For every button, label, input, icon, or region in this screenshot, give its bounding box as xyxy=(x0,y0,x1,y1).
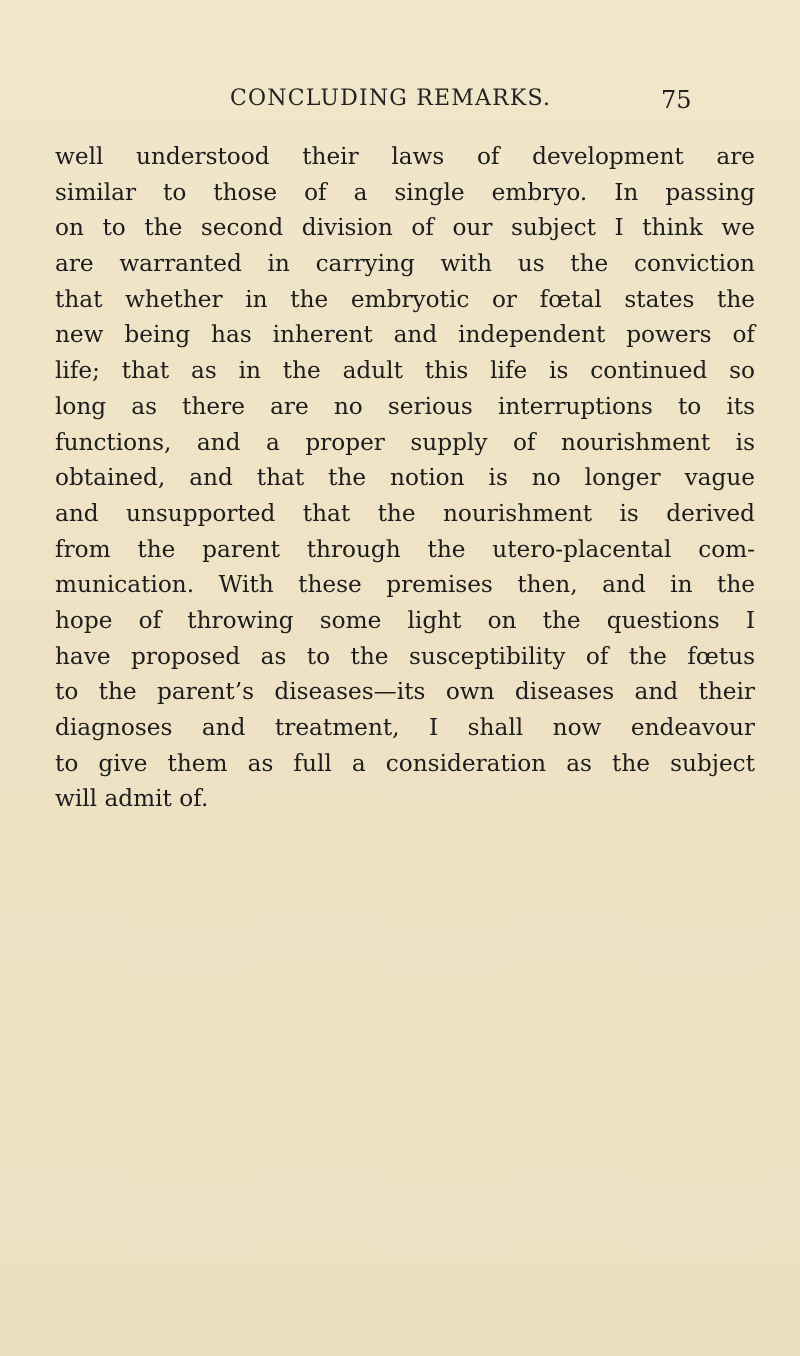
text-line: to the parent’s diseases—its own diseases and their xyxy=(55,678,755,706)
text-line: hope of throwing some light on the questions I xyxy=(55,606,755,634)
text-line: on to the second division of our subject I think we xyxy=(55,214,755,242)
text-line: well understood their laws of development are xyxy=(55,143,755,170)
text-line: munication. With these premises then, and in the xyxy=(55,571,755,599)
text-line: long as there are no serious interruptions to its xyxy=(55,392,755,420)
text-line: to give them as full a consideration as the subject xyxy=(55,749,755,777)
text-line: have proposed as to the susceptibility of the fœtus xyxy=(55,642,755,670)
text-line: from the parent through the utero-placental com- xyxy=(55,535,755,563)
text-line: diagnoses and treatment, I shall now endeavour xyxy=(55,714,755,741)
text-line: are warranted in carrying with us the conviction xyxy=(55,250,755,278)
running-title: CONCLUDING REMARKS. xyxy=(230,86,552,111)
text-line: and unsupported that the nourishment is derived xyxy=(55,499,755,527)
text-line-last: will admit of. xyxy=(55,785,209,813)
text-line: obtained, and that the notion is no longer vague xyxy=(55,464,755,492)
text-line: that whether in the embryotic or fœtal states the xyxy=(55,285,755,313)
running-head xyxy=(0,86,800,126)
text-line: life; that as in the adult this life is continued so xyxy=(55,357,755,385)
page-number: 75 xyxy=(661,86,692,114)
body-paragraph xyxy=(55,139,755,817)
text-line: functions, and a proper supply of nourishment is xyxy=(55,428,755,456)
text-line: similar to those of a single embryo. In passing xyxy=(55,178,755,206)
text-line: new being has inherent and independent powers of xyxy=(55,321,755,349)
